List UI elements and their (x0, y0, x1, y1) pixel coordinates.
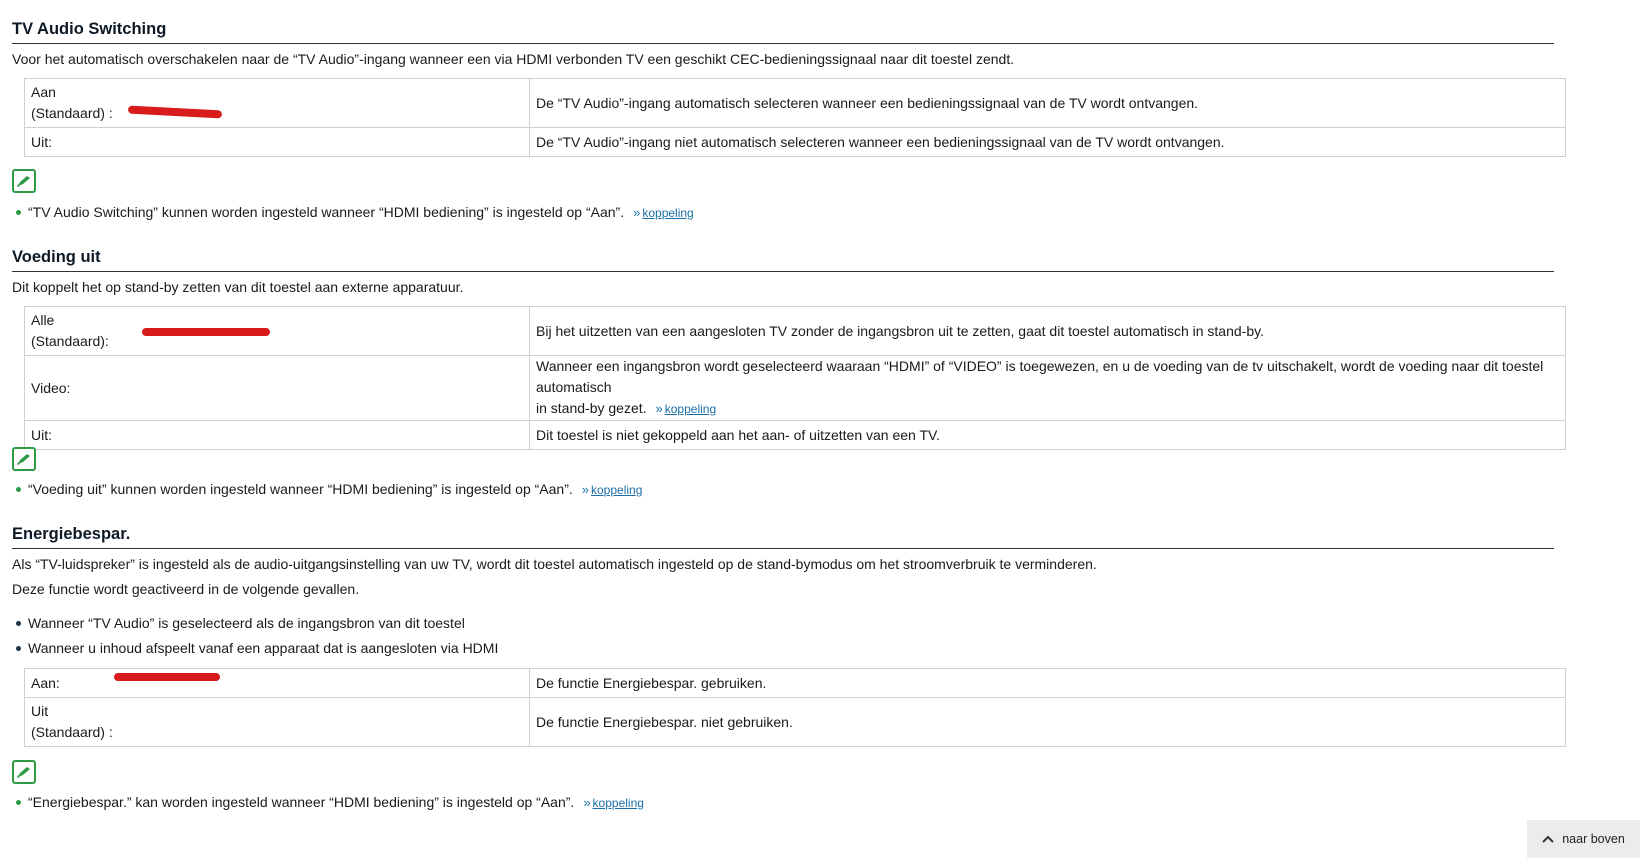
note-item (12, 793, 644, 811)
chevron-up-icon (1542, 832, 1554, 846)
table-row (25, 669, 1566, 698)
section-title-voeding-uit: Voeding uit (12, 248, 1554, 272)
section-title-energiebespar: Energiebespar. (12, 525, 1554, 549)
table-row (25, 421, 1566, 450)
option-value: De functie Energiebespar. niet gebruiken. (530, 698, 1566, 747)
double-chevron-icon: » (655, 401, 663, 416)
pencil-icon (12, 169, 36, 193)
double-chevron-icon: » (581, 481, 589, 497)
red-highlight-mark (114, 673, 220, 681)
bullet-dot (16, 487, 21, 492)
table-row (25, 356, 1566, 421)
section-description: Als “TV-luidspreker” is ingesteld als de audio-uitgangsinstelling van uw TV, wordt dit toestel automatisch ingesteld op de stand-bymodus om het stroomverbruik te verminderen. (12, 556, 1097, 572)
option-value: De “TV Audio”-ingang automatisch selecteren wanneer een bedieningssignaal van de TV wordt ontvangen. (530, 79, 1566, 128)
note-item (12, 203, 694, 221)
options-table (24, 668, 1566, 747)
note-item (12, 480, 642, 498)
bullet-dot (16, 621, 21, 626)
table-row (25, 128, 1566, 157)
option-key: Uit (Standaard) : (25, 698, 530, 747)
option-value: Wanneer een ingangsbron wordt geselecteerd waaraan “HDMI” of “VIDEO” is toegewezen, en u de voeding van de tv uitschakelt, wordt de voeding naar dit toestel automatisch in stand-by gezet. » koppeling (530, 356, 1566, 421)
option-key: Aan: (25, 669, 530, 698)
double-chevron-icon: » (583, 794, 591, 810)
section-description: Dit koppelt het op stand-by zetten van dit toestel aan externe apparatuur. (12, 279, 464, 295)
list-item (12, 614, 465, 632)
back-to-top-label: naar boven (1562, 832, 1625, 846)
red-highlight-mark (142, 328, 270, 336)
koppeling-link[interactable]: » koppeling (583, 794, 644, 810)
bullet-dot (16, 800, 21, 805)
koppeling-link[interactable]: » koppeling (581, 481, 643, 497)
option-value: De “TV Audio”-ingang niet automatisch selecteren wanneer een bedieningssignaal van de TV wordt ontvangen. (530, 128, 1566, 157)
pencil-icon (12, 447, 36, 471)
list-item-text: Wanneer “TV Audio” is geselecteerd als de ingangsbron van dit toestel (28, 615, 465, 631)
option-key: Uit: (25, 421, 530, 450)
option-value: Bij het uitzetten van een aangesloten TV zonder de ingangsbron uit te zetten, gaat dit toestel automatisch in stand-by. (530, 307, 1566, 356)
bullet-dot (16, 646, 21, 651)
note-text: “Voeding uit” kunnen worden ingesteld wanneer “HDMI bediening” is ingesteld op “Aan”. (28, 481, 573, 497)
options-table (24, 78, 1566, 157)
list-item-text: Wanneer u inhoud afspeelt vanaf een apparaat dat is aangesloten via HDMI (28, 640, 499, 656)
table-row (25, 79, 1566, 128)
option-key: Alle (Standaard): (25, 307, 530, 356)
option-key: Video: (25, 356, 530, 421)
list-item (12, 639, 498, 657)
section-description: Voor het automatisch overschakelen naar de “TV Audio”-ingang wanneer een via HDMI verbonden TV een geschikt CEC-bedieningssignaal naar dit toestel zendt. (12, 51, 1015, 67)
note-text: “TV Audio Switching” kunnen worden ingesteld wanneer “HDMI bediening” is ingesteld op “Aan”. (28, 204, 625, 220)
section-description-2: Deze functie wordt geactiveerd in de volgende gevallen. (12, 581, 360, 597)
koppeling-link[interactable]: » koppeling (633, 204, 694, 220)
double-chevron-icon: » (633, 204, 641, 220)
section-title-tv-audio-switching: TV Audio Switching (12, 20, 1554, 44)
back-to-top-button[interactable] (1527, 820, 1640, 858)
option-value: De functie Energiebespar. gebruiken. (530, 669, 1566, 698)
option-value: Dit toestel is niet gekoppeld aan het aan- of uitzetten van een TV. (530, 421, 1566, 450)
pencil-icon (12, 760, 36, 784)
note-text: “Energiebespar.” kan worden ingesteld wanneer “HDMI bediening” is ingesteld op “Aan”. (28, 794, 575, 810)
table-row (25, 698, 1566, 747)
koppeling-link[interactable]: » koppeling (656, 402, 717, 416)
option-key: Uit: (25, 128, 530, 157)
bullet-dot (16, 210, 21, 215)
option-key: Aan (Standaard) : (25, 79, 530, 128)
